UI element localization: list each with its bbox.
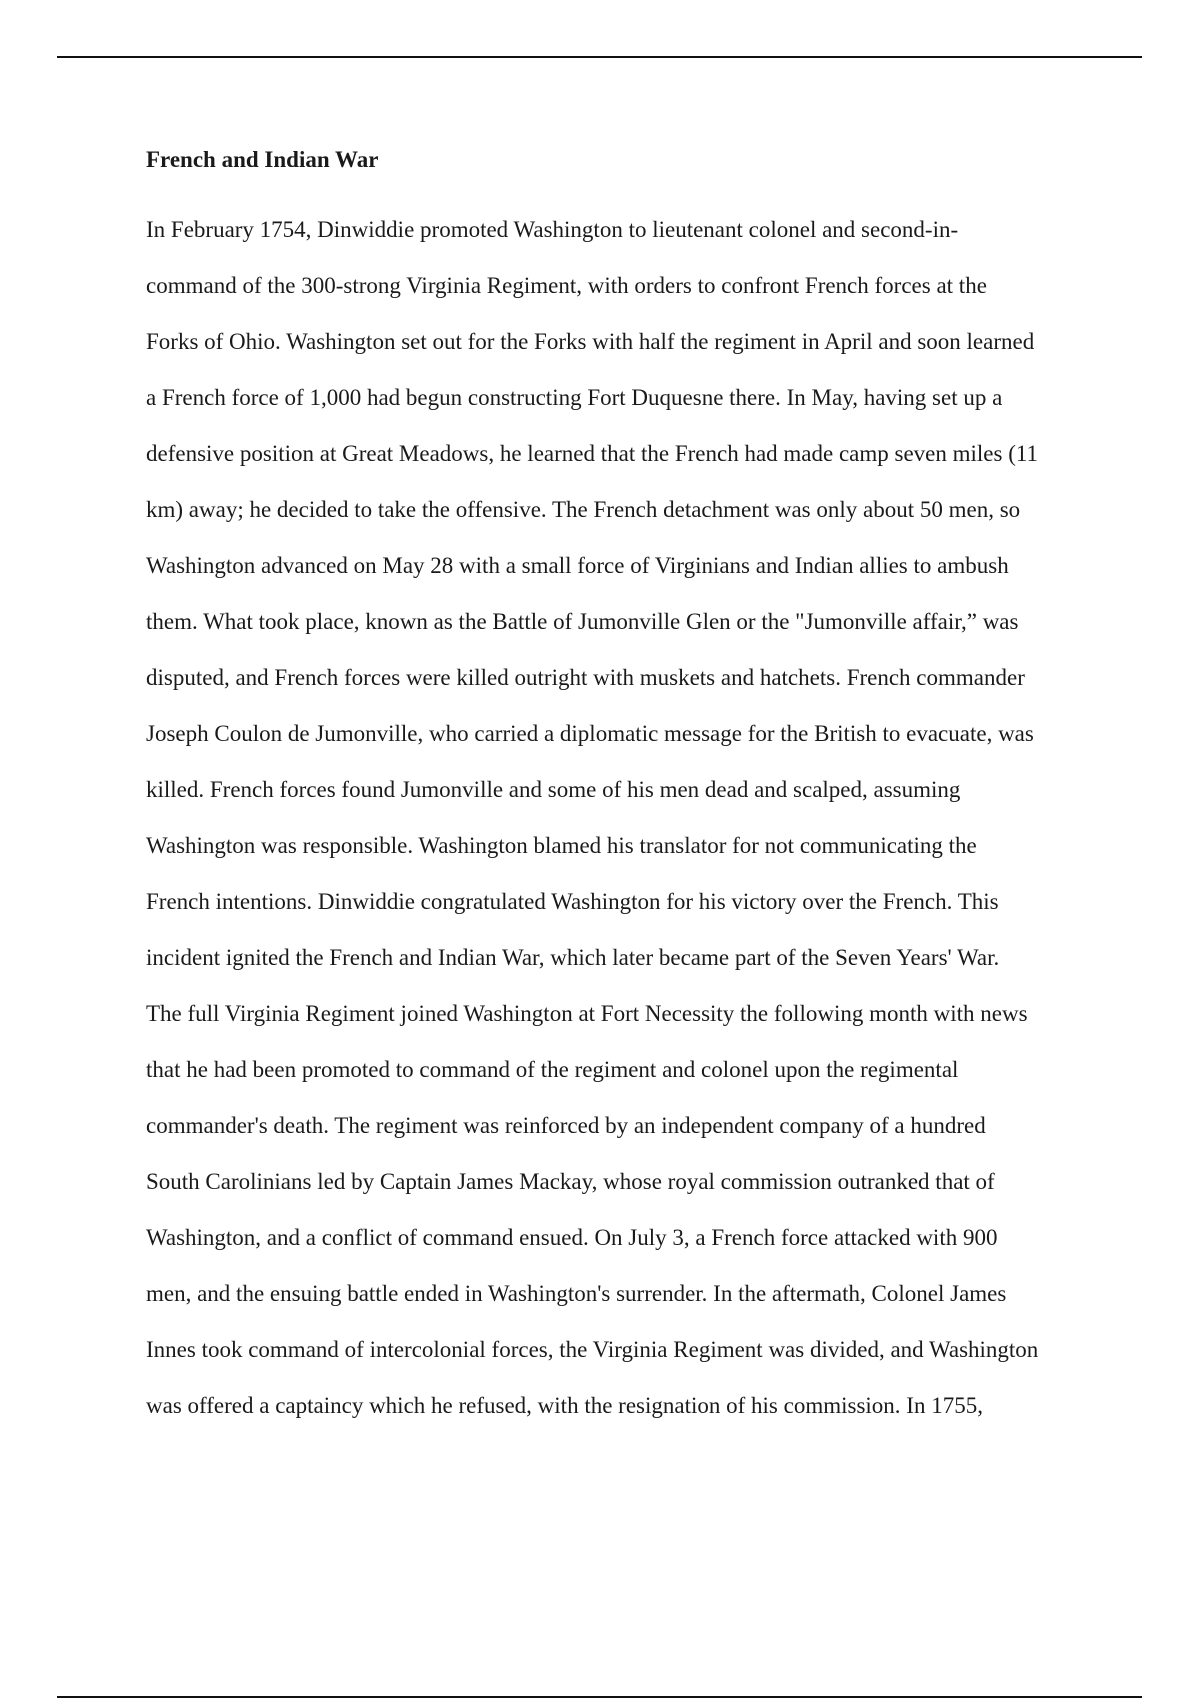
text-line: that he had been promoted to command of the regiment and colonel upon the regimental <box>146 1057 959 1082</box>
text-line: Joseph Coulon de Jumonville, who carried a diplomatic message for the British to evacuate, was <box>146 721 1034 746</box>
text-line: Washington advanced on May 28 with a small force of Virginians and Indian allies to ambush <box>146 553 1009 578</box>
text-line: disputed, and French forces were killed outright with muskets and hatchets. French commander <box>146 665 1025 690</box>
text-line: men, and the ensuing battle ended in Washington's surrender. In the aftermath, Colonel James <box>146 1281 1007 1306</box>
text-line: killed. French forces found Jumonville and some of his men dead and scalped, assuming <box>146 777 961 802</box>
text-line: In February 1754, Dinwiddie promoted Washington to lieutenant colonel and second-in- <box>146 217 959 242</box>
text-line: km) away; he decided to take the offensive. The French detachment was only about 50 men, so <box>146 497 1021 522</box>
text-line: command of the 300-strong Virginia Regiment, with orders to confront French forces at the <box>146 273 987 298</box>
text-line: Innes took command of intercolonial forces, the Virginia Regiment was divided, and Washington <box>146 1337 1039 1362</box>
bottom-rule <box>57 1696 1142 1698</box>
text-line: was offered a captaincy which he refused, with the resignation of his commission. In 1755, <box>146 1393 983 1418</box>
text-line: The full Virginia Regiment joined Washington at Fort Necessity the following month with news <box>146 1001 1028 1026</box>
text-line: French intentions. Dinwiddie congratulated Washington for his victory over the French. This <box>146 889 999 914</box>
text-line: incident ignited the French and Indian War, which later became part of the Seven Years' War. <box>146 945 1000 970</box>
text-line: a French force of 1,000 had begun constructing Fort Duquesne there. In May, having set up a <box>146 385 1003 410</box>
text-line: Washington, and a conflict of command ensued. On July 3, a French force attacked with 900 <box>146 1225 998 1250</box>
top-rule <box>57 56 1142 58</box>
text-line: Washington was responsible. Washington blamed his translator for not communicating the <box>146 833 977 858</box>
text-line: commander's death. The regiment was reinforced by an independent company of a hundred <box>146 1113 986 1138</box>
document-page <box>146 140 1094 1434</box>
text-line: defensive position at Great Meadows, he learned that the French had made camp seven miles (11 <box>146 441 1039 466</box>
body-paragraph <box>146 202 1094 1434</box>
text-line: Forks of Ohio. Washington set out for the Forks with half the regiment in April and soon learned <box>146 329 1035 354</box>
section-heading: French and Indian War <box>146 147 379 172</box>
text-line: South Carolinians led by Captain James Mackay, whose royal commission outranked that of <box>146 1169 995 1194</box>
text-line: them. What took place, known as the Battle of Jumonville Glen or the "Jumonville affair,” was <box>146 609 1019 634</box>
